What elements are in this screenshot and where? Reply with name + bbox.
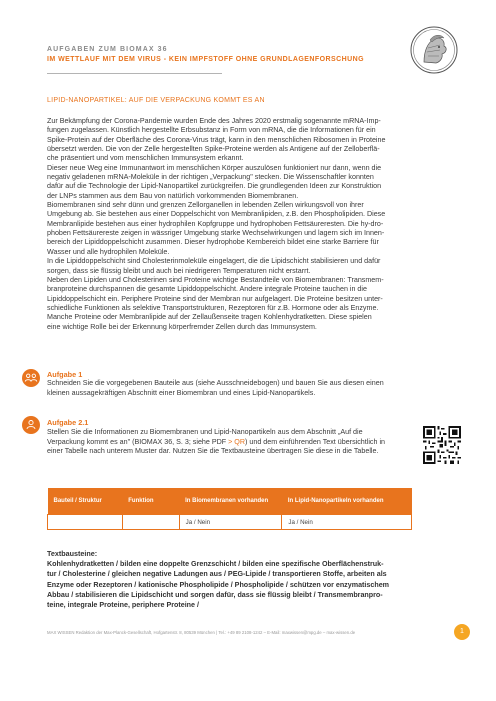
header-line2: IM WETTLAUF MIT DEM VIRUS - KEIN IMPFSTOFF OHNE GRUNDLAGENFORSCHUNG [47,56,365,63]
table-row [48,515,412,530]
table-header-row [48,488,412,515]
body-line: Neben den Lipiden und Cholesterinen sind Proteine wichtige Bestandteile von Biomembranen: Transmem- [47,275,384,284]
textbausteine-line: Kohlenhydratketten / bilden eine doppelte Grenzschicht / bilden eine spezifische Oberflächenstruk- [47,560,384,568]
header-divider [47,73,222,74]
task2-line: einer Tabelle nach unterem Muster dar. Nutzen Sie die Textbausteine übertragen Sie diese in die Tabelle. [47,447,379,456]
body-line: In die Lipiddoppelschicht sind Cholesterinmoleküle eingelagert, die die Lipidschicht stabilisieren und dafür [47,257,381,266]
task2-line [47,438,422,448]
body-line: phoben Fettsäurereste zeigen in wässriger Umgebung starke Wechselwirkungen und lagern sich im Innen- [47,229,385,238]
table-cell[interactable]: Ja / Nein [179,515,282,530]
table-header: Funktion [122,488,179,515]
table-header: In Biomembranen vorhanden [179,488,282,515]
task1-title: Aufgabe 1 [47,370,83,379]
body-line: Wasser und alle hydrophilen Moleküle. [47,247,170,256]
textbausteine-text [47,559,425,610]
body-line: Biomembranen sind sehr dünn und grenzen Zellorganellen in lebenden Zellen wirkungsvoll von ihrer [47,201,364,210]
table-cell[interactable] [48,515,123,530]
body-line: schiedliche Funktionen als selektive Transportstrukturen, Rezeptoren für z.B. Hormone oder als Enzyme. [47,303,379,312]
task2-text [47,428,422,457]
body-line: fungen zugelassen. Künstlich hergestellte Erbsubstanz in Form von mRNA, die die Informationen für ein [47,126,376,135]
person-icon [22,416,40,434]
task1-line: Schneiden Sie die vorgegebenen Bauteile aus (siehe Ausschneidebogen) und bauen Sie aus diesen einen [47,379,384,387]
qr-code-icon[interactable] [423,426,461,464]
footer-text: MAX WISSEN Redaktion der Max-Planck-Gesellschaft, Hofgartenstr. 8, 80539 München | Tel.: +49 89 2108-1242 – E-Mail: maxwissen@mpg.de – max-wissen.de [47,630,356,635]
body-line: Dieser neue Weg eine Immunantwort im menschlichen Körper auszulösen funktioniert nur dann, wenn die [47,163,382,172]
section-title: LIPID-NANOPARTIKEL: AUF DIE VERPACKUNG KOMMT ES AN [47,97,265,104]
body-line: branproteine durchspannen die gesamte Lipiddoppelschicht. Andere integrale Proteine tauchen in die [47,285,367,294]
task1-text [47,379,427,398]
body-line: eine wichtige Rolle bei der Erkennung körperfremder Zellen durch das Immunsystem. [47,322,317,331]
qr-link[interactable]: > QR [228,437,246,446]
body-line: der LNPs stammen aus dem Bau von natürlich vorkommenden Biomembranen. [47,191,299,200]
task2-line2-post: ) und dem einführenden Text übersichtlich in [245,437,386,446]
body-line: dafür auf die Technologie der Lipid-Nanopartikel zurückgreifen. Die grundlegenden Ideen zur Konstruktion [47,182,382,191]
body-line: Zur Bekämpfung der Corona-Pandemie wurden Ende des Jahres 2020 erstmalig sogenannte mRNA-Imp- [47,117,381,125]
body-line: sorgen, dass sie flüssig bleibt und auch bei niedrigeren Temperaturen nicht erstarrt. [47,266,311,275]
answer-table [47,488,412,530]
header-line1: AUFGABEN ZUM BIOMAX 36 [47,46,168,53]
body-line: negativ geladenen mRNA-Moleküle in der richtigen „Verpackung" stecken. Die Wissenschaftler konnten [47,173,374,182]
table-header: In Lipid-Nanopartikeln vorhanden [282,488,412,515]
table-header: Bauteil / Struktur [48,488,123,515]
page-number-badge: 1 [454,624,470,640]
task2-title: Aufgabe 2.1 [47,418,89,427]
body-text [47,117,425,332]
body-line: bereich der Lipiddoppelschicht zusammen. Dieser hydrophobe Kernbereich bildet eine starke Barriere für [47,238,379,247]
body-line: Spike-Protein auf der Oberfläche des Corona-Virus trägt, kann in den menschlichen Ribosomen in Proteine [47,135,386,144]
textbausteine-title: Textbausteine: [47,549,98,558]
table-cell[interactable] [122,515,179,530]
body-line: che präsentiert und vom menschlichen Immunsystem erkannt. [47,154,244,163]
body-line: Lipiddoppelschicht ein. Periphere Proteine sind der Membran nur aufgelagert. Die Proteine besitzen unter- [47,294,383,303]
task2-line2-pre: Verpackung kommt es an" (BIOMAX 36, S. 3; siehe PDF [47,437,229,446]
task1-line: kleinen aussagekräftigen Abschnitt einer Biomembran und eines Lipid-Nanopartikels. [47,388,316,397]
body-line: übersetzt werden. Die von der Zelle hergestellten Spike-Proteine werden als Antigene auf der Zelloberflä- [47,145,380,154]
body-line: Umgebung ab. Sie bestehen aus einer Doppelschicht von Membranlipiden, z.B. den Phospholipiden. Diese [47,210,386,219]
task2-line: Stellen Sie die Informationen zu Biomembranen und Lipid-Nanopartikeln aus dem Abschnitt „Auf die [47,428,363,436]
minerva-logo-icon [410,26,458,74]
textbausteine-line: Abbau / stabilisieren die Lipidschicht und sorgen dafür, dass sie flüssig bleibt / Transmembranpro- [47,590,383,599]
group-people-icon [22,369,40,387]
body-line: Manche Proteine oder Membranlipide auf der Zellaußenseite tragen Kohlenhydratketten. Diese spielen [47,313,372,322]
textbausteine-line: Enzyme oder Rezeptoren / kationische Phospholipide / Phospholipide / schützen vor enzymatischem [47,580,390,589]
textbausteine-line: tur / Cholesterine / gleichen negative Ladungen aus / PEG-Lipide / transportieren Stoffe, arbeiten als [47,570,387,579]
table-cell[interactable]: Ja / Nein [282,515,412,530]
body-line: Membranlipide bestehen aus einer hydrophilen Kopfgruppe und hydrophoben Fettsäureresten. Die hy-dro- [47,219,384,228]
textbausteine-line: teine, integrale Proteine, periphere Proteine / [47,601,199,610]
